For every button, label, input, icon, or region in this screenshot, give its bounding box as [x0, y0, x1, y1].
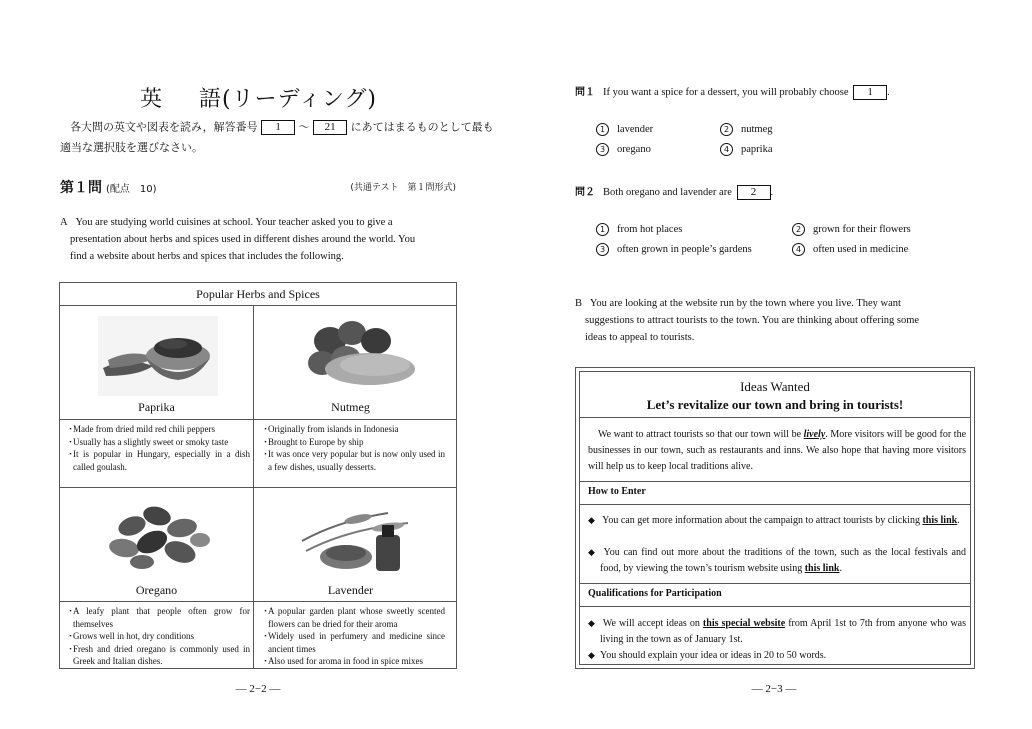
section-a-line-2: presentation about herbs and spices used in different dishes around the world. You [70, 234, 416, 245]
list-item: ・ Usually has a slightly sweet or smoky taste [64, 436, 250, 449]
option-3[interactable] [596, 143, 651, 156]
how-2-end: . [839, 563, 842, 574]
list-item: ・ A popular garden plant whose sweetly scented flowers can be dried for their aroma [259, 605, 445, 630]
ideas-subtitle: Let’s revitalize our town and bring in tourists! [646, 397, 904, 412]
paprika-image [98, 316, 218, 396]
question-2-text: Both oregano and lavender are [603, 187, 732, 198]
page-number: — 2−2 — [235, 683, 281, 695]
option-number: 1 [596, 123, 609, 136]
question-points: (配点 10) [106, 184, 157, 195]
question-number: 第１問 [60, 180, 102, 196]
section-b-line-1: You are looking at the website run by the town where you live. They want [589, 298, 901, 309]
how-2-text: You can find out more about the traditions of the town, such as the local festivals and food, by viewing the town’s tourism website using [600, 547, 966, 574]
qualification-item-2: ◆ You should explain your idea or ideas in 20 to 50 words. [588, 647, 966, 664]
nutmeg-image [300, 319, 420, 397]
section-a-line-1: You are studying world cuisines at school. Your teacher asked you to give a [75, 217, 393, 228]
option-number: 4 [720, 143, 733, 156]
title-part-a: 英 [140, 87, 164, 112]
herb-name: Nutmeg [331, 400, 370, 414]
ideas-wanted-box [575, 367, 975, 669]
option-number: 1 [596, 223, 609, 236]
ideas-title: Ideas Wanted [740, 379, 810, 394]
page-number: — 2−3 — [751, 683, 797, 695]
answer-box-last: 21 [313, 120, 347, 135]
lively-emphasis: lively [803, 429, 826, 440]
option-text: nutmeg [741, 123, 773, 135]
title-part-b: 語(リーディング) [199, 87, 377, 112]
list-item: ・ Brought to Europe by ship [259, 436, 445, 449]
option-3[interactable] [596, 243, 752, 256]
special-website-link[interactable]: this special website [702, 618, 786, 629]
section-a-line-3: find a website about herbs and spices that includes the following. [70, 251, 344, 262]
option-2[interactable] [720, 123, 773, 136]
lavender-image [298, 501, 420, 577]
list-item: ・ Originally from islands in Indonesia [259, 423, 445, 436]
how-to-enter-item-2 [588, 544, 966, 577]
question-1-label: 問１ [575, 87, 595, 98]
option-text: grown for their flowers [813, 223, 911, 235]
list-item: ・ Widely used in perfumery and medicine since ancient times [259, 630, 445, 655]
option-text: from hot places [617, 223, 683, 235]
instruction-text-a: 各大問の英文や図表を読み，解答番号 [70, 120, 258, 134]
option-text: often grown in people’s gardens [617, 243, 752, 255]
intro-text-a: We want to attract tourists so that our town will be [598, 429, 802, 440]
option-text: oregano [617, 143, 651, 155]
option-1[interactable] [596, 123, 653, 136]
section-a-text [60, 214, 457, 265]
option-4[interactable] [720, 143, 773, 156]
herb-facts-list [259, 423, 445, 473]
instructions-line-1 [60, 120, 494, 135]
how-to-enter-heading: How to Enter [588, 486, 646, 497]
instruction-text-b: にあてはまるものとして最も [350, 120, 494, 134]
option-number: 2 [720, 123, 733, 136]
list-item: ・ Fresh and dried oregano is commonly used in Greek and Italian dishes. [64, 643, 250, 668]
option-number: 3 [596, 143, 609, 156]
table-title: Popular Herbs and Spices [60, 283, 456, 306]
list-item: ・ It is popular in Hungary, especially in a dish called goulash. [64, 448, 250, 473]
herbs-table [59, 282, 457, 669]
option-2[interactable] [792, 223, 911, 236]
ideas-intro [588, 427, 966, 475]
qual-1-text-b: from April 1st to 7th from anyone who was living in the town as of January 1st. [600, 618, 967, 645]
how-to-enter-item-1 [588, 512, 966, 529]
question-format-note: (共通テスト 第１問形式) [350, 183, 456, 193]
question-heading [60, 177, 157, 197]
question-1-text: If you want a spice for a dessert, you will probably choose [603, 87, 849, 98]
list-item: ・ Made from dried mild red chili peppers [64, 423, 250, 436]
question-1-end: . [887, 87, 890, 98]
list-item: ・ A leafy plant that people often grow for themselves [64, 605, 250, 630]
qual-1-text-a: We will accept ideas on [602, 618, 700, 629]
how-1-end: . [957, 515, 960, 526]
answer-box[interactable]: 1 [853, 85, 887, 100]
question-2 [575, 183, 773, 200]
qualifications-heading: Qualifications for Participation [588, 588, 722, 599]
section-b-line-3: ideas to appeal to tourists. [585, 332, 695, 343]
page-title [140, 82, 377, 113]
tourism-website-link[interactable]: this link [804, 563, 840, 574]
option-number: 3 [596, 243, 609, 256]
option-4[interactable] [792, 243, 908, 256]
section-b-text [575, 295, 973, 346]
list-item: ・ It was once very popular but is now only used in a few dishes, usually desserts. [259, 448, 445, 473]
campaign-link[interactable]: this link [922, 515, 958, 526]
qualification-item-1 [588, 615, 966, 648]
option-text: often used in medicine [813, 243, 909, 255]
answer-box-first: 1 [261, 120, 295, 135]
how-1-text: You can get more information about the campaign to attract tourists by clicking [602, 515, 920, 526]
question-2-label: 問２ [575, 187, 595, 198]
section-a-label: A [60, 217, 68, 228]
section-b-line-2: suggestions to attract tourists to the town. You are thinking about offering some [585, 315, 920, 326]
question-2-end: . [770, 187, 774, 198]
option-number: 2 [792, 223, 805, 236]
instruction-tilde: ～ [298, 120, 310, 134]
list-item: ・ Grows well in hot, dry conditions [64, 630, 250, 643]
herb-facts-list [64, 605, 250, 668]
option-text: lavender [617, 123, 654, 135]
list-item: ・ Also used for aroma in food in spice mixes [259, 655, 445, 668]
question-1 [575, 83, 890, 100]
herb-facts-list [259, 605, 445, 668]
herb-name: Oregano [135, 583, 178, 597]
section-b-label: B [575, 298, 583, 309]
herb-facts-list [64, 423, 250, 473]
option-number: 4 [792, 243, 805, 256]
intro-text-b: . More visitors will be good for the businesses in our town, such as restaurants and inns. We also hope that having more visitors will help us to keep local traditions alive. [588, 429, 967, 472]
herb-name: Lavender [327, 583, 374, 597]
option-text: paprika [741, 143, 773, 155]
herb-name: Paprika [138, 400, 175, 414]
answer-box[interactable]: 2 [737, 185, 771, 200]
instructions-line-2: 適当な選択肢を選びなさい。 [60, 141, 203, 154]
oregano-image [102, 498, 214, 576]
option-1[interactable] [596, 223, 682, 236]
